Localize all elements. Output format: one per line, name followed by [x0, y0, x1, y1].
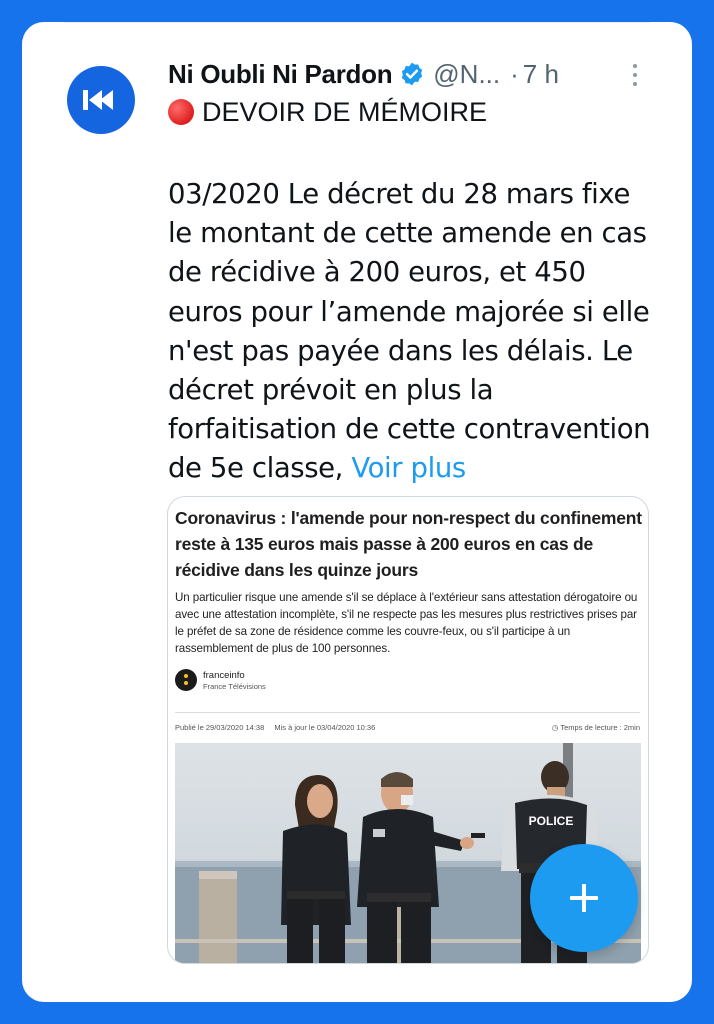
reading-time-text: Temps de lecture : 2min [560, 723, 640, 732]
source-name: franceinfo [203, 669, 245, 681]
updated-date: Mis à jour le 03/04/2020 10:36 [274, 723, 376, 732]
divider [64, 22, 650, 23]
headline-text: DEVOIR DE MÉMOIRE [202, 96, 488, 127]
franceinfo-logo-icon [175, 669, 197, 691]
tweet-body-text: 03/2020 Le décret du 28 mars fixe le montant de cette amende en cas de récidive à 200 euros, et 450 euros pour l’amende majorée si elle n'est pas payée dans les délais. Le décret prévoit en plus la forfaitisation de cette contravention de 5e classe, [168, 178, 651, 485]
plus-icon [567, 881, 601, 915]
tweet-time[interactable]: 7 h [522, 58, 559, 89]
tweet-body [168, 175, 668, 489]
police-label: POLICE [528, 814, 574, 828]
avatar[interactable] [67, 66, 135, 134]
source-subtitle: France Télévisions [203, 681, 266, 691]
article-source [175, 669, 266, 691]
article-description: Un particulier risque une amende s'il se déplace à l'extérieur sans attestation dérogatoire ou avec une attestation incomplète, s'il ne respecte pas les mesures plus restrictives prises par le préfet de sa zone de résidence comme les couvre-feux, ou s'il participe à un rassemblement de plus de 100 personnes. [175, 591, 638, 655]
tweet-headline [168, 94, 487, 130]
more-options-icon[interactable] [620, 60, 650, 90]
compose-button[interactable] [530, 844, 638, 952]
show-more-link[interactable]: Voir plus [351, 452, 466, 485]
article-dates [175, 723, 383, 732]
reading-time [552, 723, 640, 732]
article-divider [175, 712, 640, 713]
article-title: Coronavirus : l'amende pour non-respect du confinement reste à 135 euros mais passe à 200 euros en cas de récidive dans les quinze jours [175, 508, 642, 580]
separator-dot: · [510, 58, 519, 89]
verified-badge-icon [399, 61, 425, 87]
rewind-logo-icon [81, 87, 121, 113]
author-name[interactable]: Ni Oubli Ni Pardon [168, 58, 393, 89]
author-handle[interactable]: @N... [433, 58, 501, 89]
published-date: Publié le 29/03/2020 14:38 [175, 723, 265, 732]
red-circle-icon [168, 99, 194, 125]
clock-icon: ◷ [551, 723, 561, 732]
tweet-header [168, 56, 638, 92]
tweet-card [22, 22, 692, 1002]
